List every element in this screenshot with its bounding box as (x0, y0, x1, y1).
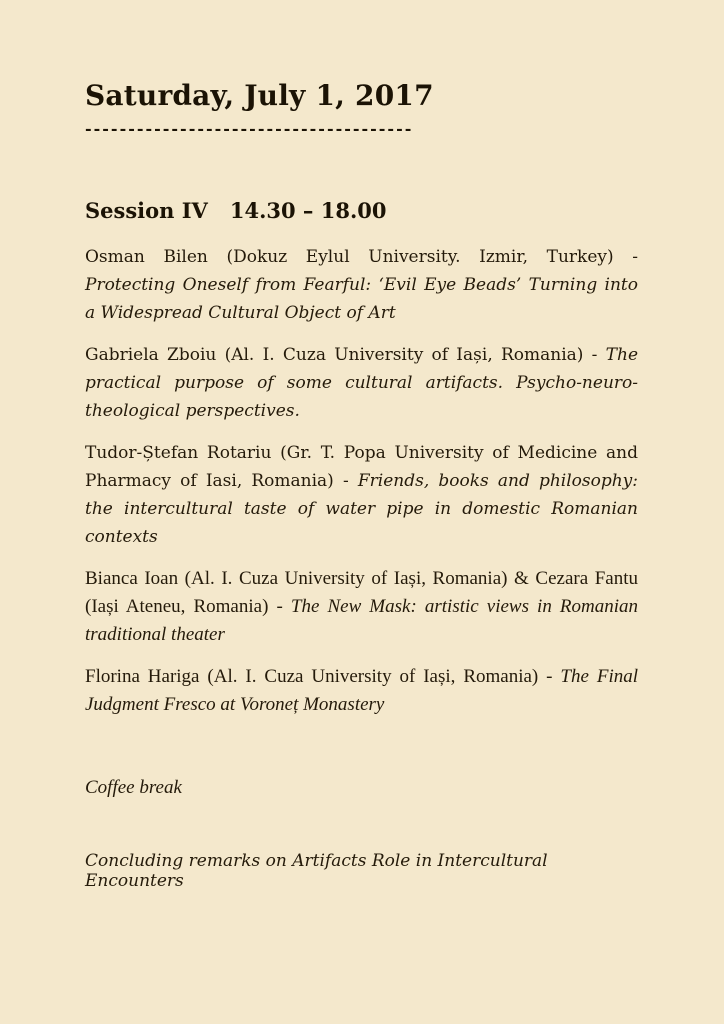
talk-title: The New Mask: artistic views in Romanian traditional theater (85, 596, 639, 646)
session-label: Session IV (85, 198, 208, 224)
talk-title: Protecting Oneself from Fearful: ‘Evil Eye Beads’ Turning into a Widespread Cultural Object of Art (85, 275, 638, 324)
page-title: Saturday, July 1, 2017 (85, 79, 434, 112)
talk-title: Friends, books and philosophy: the intercultural taste of water pipe in domestic Romanian contexts (85, 471, 639, 548)
closing-remark: Concluding remarks on Artifacts Role in Intercultural Encounters (85, 851, 548, 892)
talk-separator: - (591, 345, 598, 366)
talk-title: The practical purpose of some cultural artifacts. Psycho-neuro-theological perspectives. (85, 345, 639, 422)
talk-speaker: Tudor-Ștefan Rotariu (Gr. T. Popa University of Medicine and Pharmacy of Iasi, Romania) (85, 443, 638, 492)
talk-separator: - (276, 596, 283, 618)
talk-speaker: Florina Hariga (Al. I. Cuza University of Iași, Romania) (85, 666, 539, 688)
talk-item (85, 341, 638, 425)
talk-separator: - (546, 666, 553, 688)
talk-separator: - (632, 247, 639, 268)
talk-speaker: Bianca Ioan (Al. I. Cuza University of Iași, Romania) & Cezara Fantu (Iași Ateneu, Romania) (85, 568, 638, 618)
coffee-break-note: Coffee break (85, 777, 182, 799)
session-time: 14.30 – 18.00 (229, 198, 387, 224)
talk-title: The Final Judgment Fresco at Voroneț Monastery (85, 666, 639, 716)
talk-separator: - (342, 471, 349, 492)
talk-item (85, 565, 638, 649)
talk-item (85, 439, 638, 551)
session-heading (85, 198, 638, 223)
divider-line: -------------------------------------- (85, 119, 414, 139)
talk-item (85, 243, 638, 327)
talk-speaker: Gabriela Zboiu (Al. I. Cuza University of Iași, Romania) (85, 345, 584, 366)
talk-item (85, 663, 638, 719)
talk-speaker: Osman Bilen (Dokuz Eylul University. Izmir, Turkey) (85, 247, 614, 268)
